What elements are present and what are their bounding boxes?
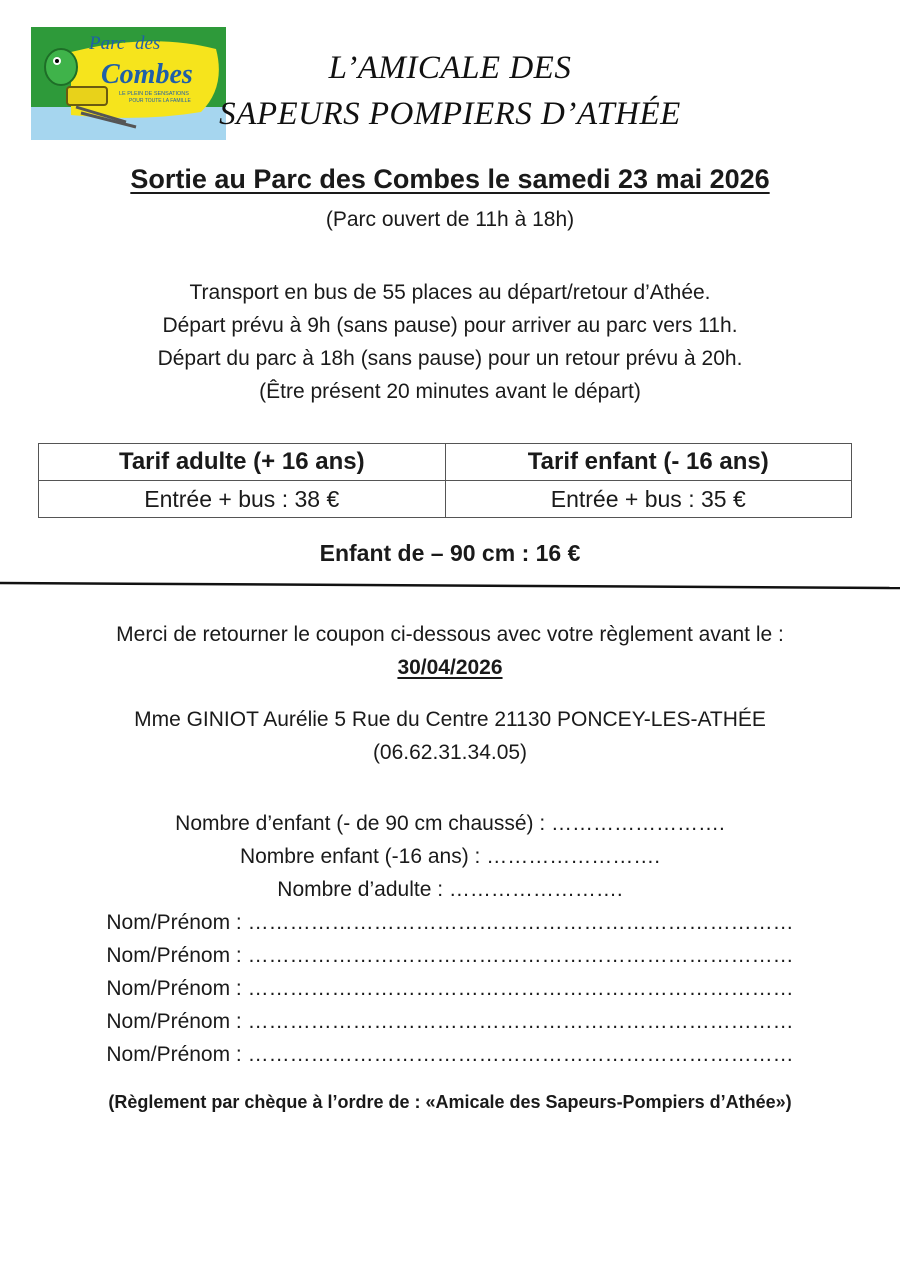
adult-price-value: Entrée + bus : 38 € [39, 481, 446, 518]
logo-word-parc: Parc [89, 33, 126, 54]
logo-tagline-2: POUR TOUTE LA FAMILLE [129, 98, 191, 104]
small-child-price: Enfant de – 90 cm : 16 € [319, 540, 581, 566]
contact-phone: (06.62.31.34.05) [372, 741, 528, 764]
form-children-field[interactable]: Nombre enfant (-16 ans) : ……………………. [239, 845, 661, 868]
form-small-children-field[interactable]: Nombre d’enfant (- de 90 cm chaussé) : ……………………. [175, 812, 725, 835]
return-address: Mme GINIOT Aurélie 5 Rue du Centre 21130 PONCEY-LES-ATHÉE [134, 708, 766, 731]
logo-word-combes: Combes [101, 59, 193, 90]
form-name-field[interactable]: Nom/Prénom : …………………………………………………………………… [106, 1043, 794, 1066]
org-title-line2: SAPEURS POMPIERS D’ATHÉE [219, 96, 681, 132]
form-adults-field[interactable]: Nombre d’adulte : ……………………. [277, 878, 623, 901]
adult-price-header: Tarif adulte (+ 16 ans) [39, 444, 446, 481]
transport-line-4: (Être présent 20 minutes avant le départ) [259, 380, 641, 403]
price-table-header-row [39, 444, 852, 481]
return-deadline: 30/04/2026 [397, 656, 503, 679]
org-title-line1: L’AMICALE DES [328, 50, 572, 86]
logo-tagline: LE PLEIN DE SENSATIONS [119, 91, 189, 97]
form-name-field[interactable]: Nom/Prénom : …………………………………………………………………… [106, 944, 794, 967]
transport-line-1: Transport en bus de 55 places au départ/retour d’Athée. [189, 281, 711, 304]
transport-line-3: Départ du parc à 18h (sans pause) pour un retour prévu à 20h. [157, 347, 743, 370]
child-price-value: Entrée + bus : 35 € [445, 481, 852, 518]
price-table-value-row [39, 481, 852, 518]
separator-line [0, 578, 900, 592]
payment-note: (Règlement par chèque à l’ordre de : «Amicale des Sapeurs-Pompiers d’Athée») [108, 1092, 792, 1112]
event-title: Sortie au Parc des Combes le samedi 23 mai 2026 [130, 164, 770, 194]
return-instruction: Merci de retourner le coupon ci-dessous avec votre règlement avant le : [116, 623, 784, 646]
form-name-field[interactable]: Nom/Prénom : …………………………………………………………………… [106, 911, 794, 934]
form-name-field[interactable]: Nom/Prénom : …………………………………………………………………… [106, 1010, 794, 1033]
price-table [38, 443, 852, 518]
park-hours: (Parc ouvert de 11h à 18h) [325, 208, 575, 231]
child-price-header: Tarif enfant (- 16 ans) [445, 444, 852, 481]
transport-line-2: Départ prévu à 9h (sans pause) pour arriver au parc vers 11h. [162, 314, 738, 337]
logo-word-des: des [135, 33, 161, 54]
form-name-field[interactable]: Nom/Prénom : …………………………………………………………………… [106, 977, 794, 1000]
